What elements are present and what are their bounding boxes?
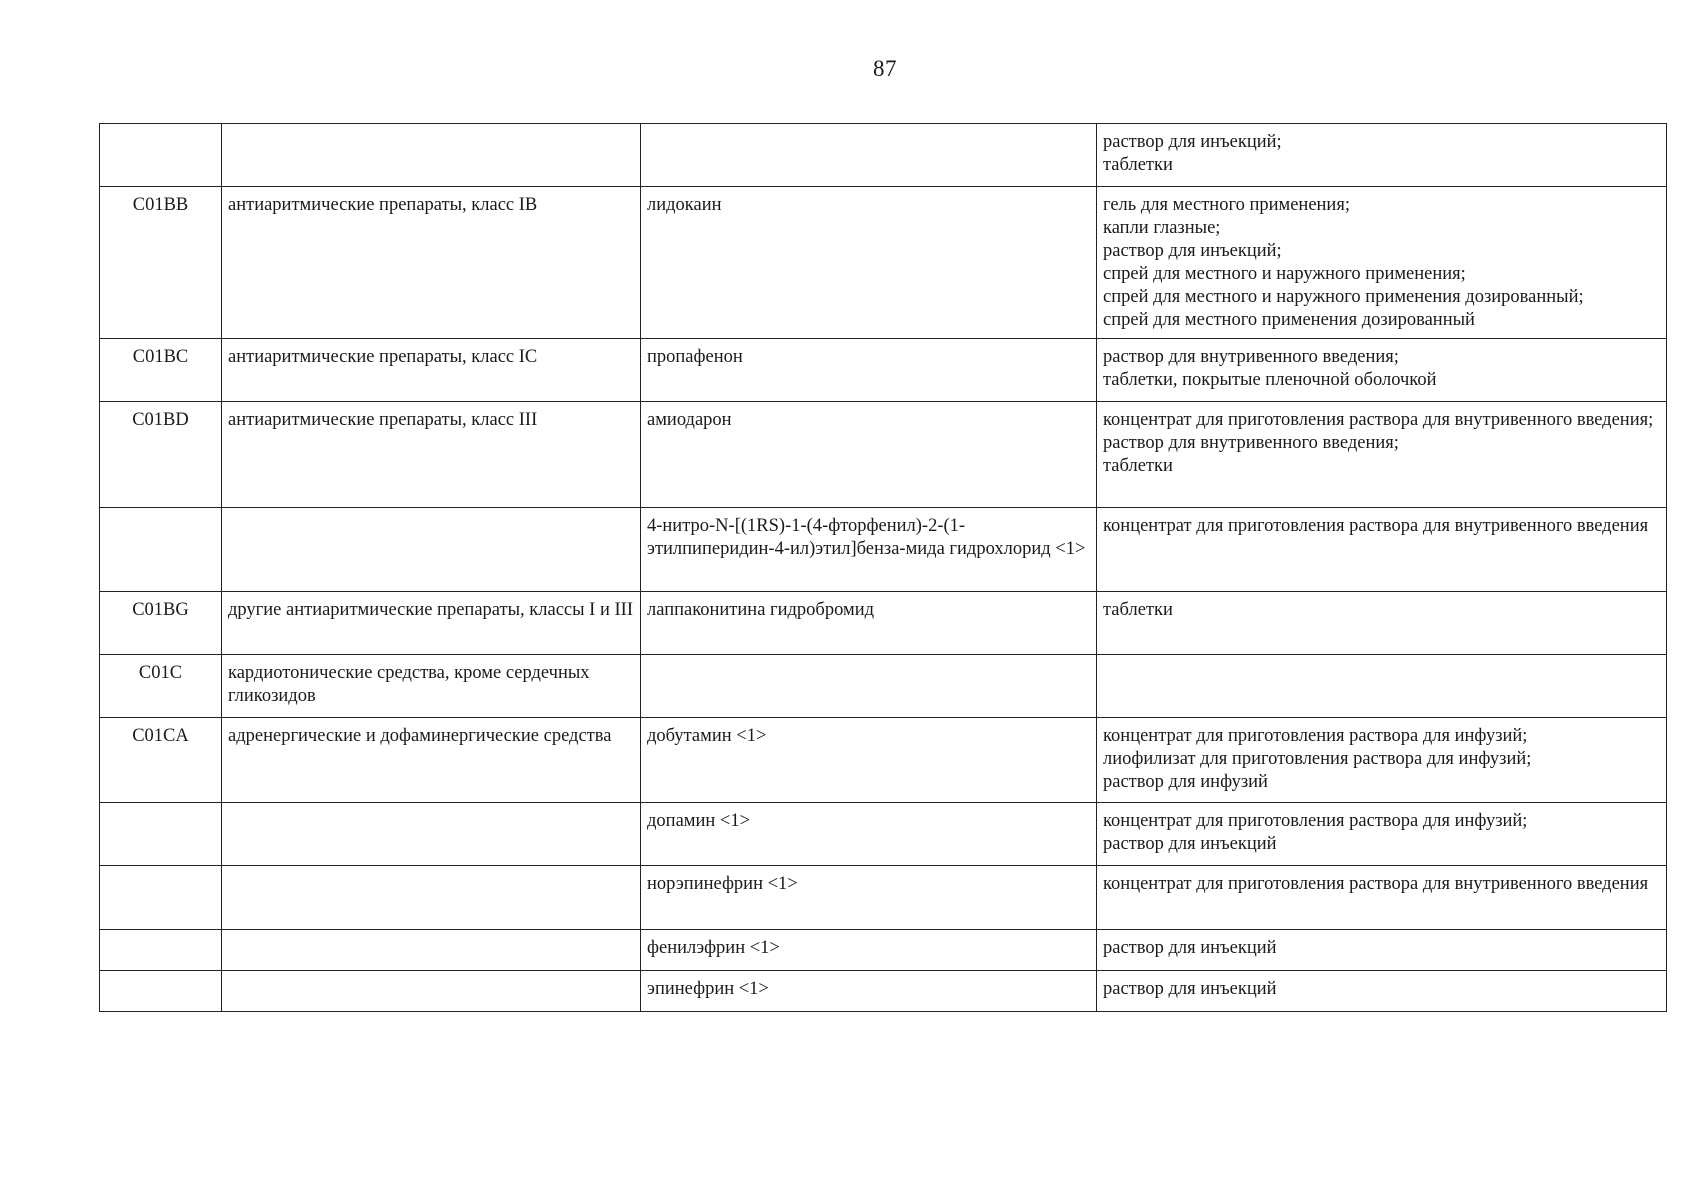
dosage-forms-cell (1097, 718, 1667, 803)
dosage-form-item: раствор для инъекций (1103, 938, 1277, 958)
pharmacological-group-cell (222, 508, 641, 592)
dosage-form-item: раствор для инъекций (1103, 834, 1277, 854)
atc-code-cell (100, 971, 222, 1012)
dosage-form-item: таблетки (1103, 600, 1173, 620)
table-row (100, 655, 1667, 718)
table-row (100, 592, 1667, 655)
pharmacological-group-cell (222, 971, 641, 1012)
drug-name-cell: добутамин <1> (641, 718, 1097, 803)
dosage-forms-cell (1097, 402, 1667, 508)
dosage-form-item: таблетки (1103, 155, 1173, 175)
dosage-form-item: раствор для инфузий (1103, 772, 1268, 792)
table-row (100, 803, 1667, 866)
pharmacological-group-cell: адренергические и дофаминергические средства (222, 718, 641, 803)
dosage-forms-cell (1097, 866, 1667, 930)
atc-code-cell (100, 930, 222, 971)
dosage-forms-cell (1097, 930, 1667, 971)
drug-table-body (100, 124, 1667, 1012)
dosage-form-item: гель для местного применения; (1103, 195, 1350, 215)
table-row (100, 866, 1667, 930)
dosage-forms-cell (1097, 803, 1667, 866)
table-row (100, 187, 1667, 339)
page-number: 87 (873, 56, 897, 81)
dosage-forms-cell (1097, 655, 1667, 718)
atc-code-cell: C01BG (100, 592, 222, 655)
dosage-forms-cell (1097, 124, 1667, 187)
atc-code-cell (100, 508, 222, 592)
table-row (100, 124, 1667, 187)
atc-code-cell: C01BB (100, 187, 222, 339)
pharmacological-group-cell: антиаритмические препараты, класс IB (222, 187, 641, 339)
atc-code-cell: C01BD (100, 402, 222, 508)
pharmacological-group-cell: антиаритмические препараты, класс IC (222, 339, 641, 402)
dosage-forms-cell (1097, 592, 1667, 655)
drug-name-cell: пропафенон (641, 339, 1097, 402)
table-row (100, 508, 1667, 592)
atc-code-cell: C01C (100, 655, 222, 718)
dosage-form-item: спрей для местного применения дозированный (1103, 310, 1475, 330)
drug-name-cell: допамин <1> (641, 803, 1097, 866)
dosage-form-item: концентрат для приготовления раствора для инфузий; (1103, 811, 1528, 831)
drug-name-cell (641, 655, 1097, 718)
drug-name-cell: норэпинефрин <1> (641, 866, 1097, 930)
table-row (100, 339, 1667, 402)
dosage-form-item: раствор для внутривенного введения; (1103, 347, 1399, 367)
dosage-form-item: раствор для инъекций; (1103, 132, 1282, 152)
dosage-form-item: концентрат для приготовления раствора для внутривенного введения; (1103, 410, 1654, 430)
table-row (100, 718, 1667, 803)
dosage-form-item: таблетки, покрытые пленочной оболочкой (1103, 370, 1437, 390)
dosage-forms-cell (1097, 187, 1667, 339)
dosage-form-item: спрей для местного и наружного применения; (1103, 264, 1466, 284)
dosage-form-item: концентрат для приготовления раствора для внутривенного введения (1103, 874, 1649, 894)
dosage-form-item: раствор для инъекций (1103, 979, 1277, 999)
dosage-form-item: концентрат для приготовления раствора для инфузий; (1103, 726, 1528, 746)
pharmacological-group-cell: кардиотонические средства, кроме сердечных гликозидов (222, 655, 641, 718)
pharmacological-group-cell: другие антиаритмические препараты, классы I и III (222, 592, 641, 655)
dosage-form-item: спрей для местного и наружного применения дозированный; (1103, 287, 1584, 307)
dosage-form-item: раствор для инъекций; (1103, 241, 1282, 261)
pharmacological-group-cell (222, 124, 641, 187)
pharmacological-group-cell (222, 930, 641, 971)
pharmacological-group-cell (222, 803, 641, 866)
dosage-forms-cell (1097, 971, 1667, 1012)
atc-code-cell (100, 124, 222, 187)
drug-name-cell: лидокаин (641, 187, 1097, 339)
drug-name-cell: эпинефрин <1> (641, 971, 1097, 1012)
atc-code-cell (100, 866, 222, 930)
dosage-form-item: капли глазные; (1103, 218, 1221, 238)
drug-name-cell: фенилэфрин <1> (641, 930, 1097, 971)
dosage-forms-cell (1097, 339, 1667, 402)
drug-name-cell: амиодарон (641, 402, 1097, 508)
table-row (100, 930, 1667, 971)
pharmacological-group-cell: антиаритмические препараты, класс III (222, 402, 641, 508)
drug-table (99, 123, 1667, 1012)
drug-name-cell: 4-нитро-N-[(1RS)-1-(4-фторфенил)-2-(1-этилпиперидин-4-ил)этил]бенза-мида гидрохлорид <1> (641, 508, 1097, 592)
atc-code-cell: C01BC (100, 339, 222, 402)
dosage-form-item: раствор для внутривенного введения; (1103, 433, 1399, 453)
dosage-form-item: концентрат для приготовления раствора для внутривенного введения (1103, 516, 1649, 536)
dosage-form-item: таблетки (1103, 456, 1173, 476)
atc-code-cell (100, 803, 222, 866)
drug-name-cell (641, 124, 1097, 187)
pharmacological-group-cell (222, 866, 641, 930)
table-row (100, 971, 1667, 1012)
table-row (100, 402, 1667, 508)
atc-code-cell: C01CA (100, 718, 222, 803)
drug-name-cell: лаппаконитина гидробромид (641, 592, 1097, 655)
dosage-forms-cell (1097, 508, 1667, 592)
dosage-form-item: лиофилизат для приготовления раствора для инфузий; (1103, 749, 1532, 769)
